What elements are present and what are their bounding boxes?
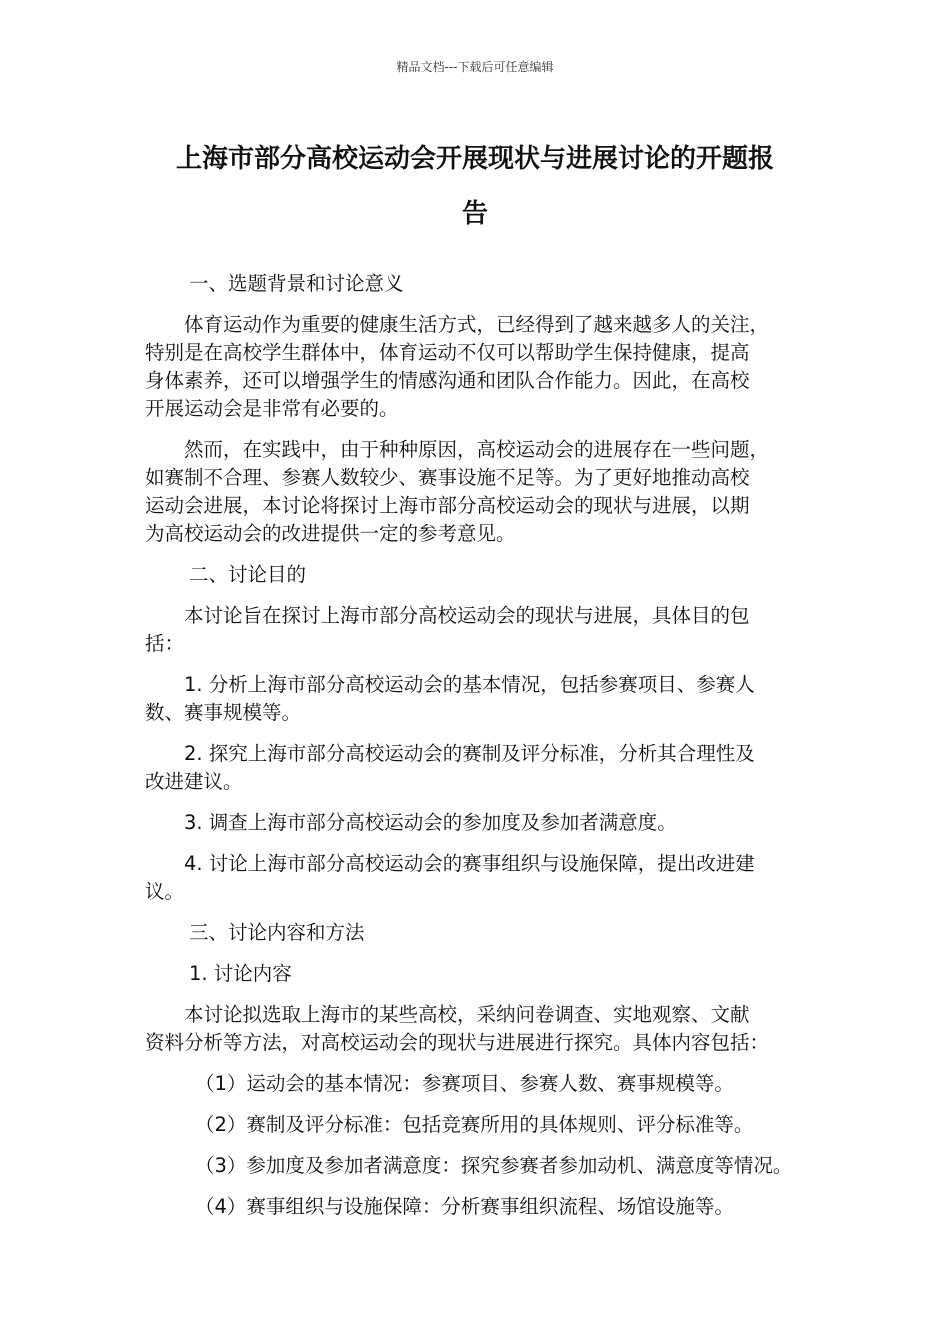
text-line: 开展运动会是非常有必要的。 bbox=[145, 397, 399, 420]
content-item-1: （1）运动会的基本情况：参赛项目、参赛人数、赛事规模等。 bbox=[195, 1072, 734, 1095]
page-header-watermark: 精品文档---下载后可任意编辑 bbox=[396, 60, 554, 74]
paragraph-content-intro bbox=[145, 1001, 805, 1057]
purpose-item-1 bbox=[145, 671, 805, 727]
paragraph-purpose-intro bbox=[145, 602, 805, 658]
purpose-item-2 bbox=[145, 740, 805, 796]
paragraph-background bbox=[145, 311, 805, 423]
section-heading-3: 三、讨论内容和方法 bbox=[189, 921, 365, 944]
section-heading-1: 一、选题背景和讨论意义 bbox=[189, 272, 404, 295]
text-line: 数、赛事规模等。 bbox=[145, 701, 302, 724]
text-line: 4. 讨论上海市部分高校运动会的赛事组织与设施保障，提出改进建 bbox=[184, 852, 755, 875]
text-line: 括： bbox=[145, 632, 185, 655]
text-line: 如赛制不合理、参赛人数较少、赛事设施不足等。为了更好地推动高校 bbox=[145, 466, 750, 489]
content-item-4: （4）赛事组织与设施保障：分析赛事组织流程、场馆设施等。 bbox=[195, 1195, 734, 1218]
content-item-3: （3）参加度及参加者满意度：探究参赛者参加动机、满意度等情况。 bbox=[195, 1154, 793, 1177]
text-line: 体育运动作为重要的健康生活方式，已经得到了越来越多人的关注， bbox=[184, 313, 770, 336]
content-item-2: （2）赛制及评分标准：包括竞赛所用的具体规则、评分标准等。 bbox=[195, 1113, 754, 1136]
purpose-item-4 bbox=[145, 850, 805, 906]
text-line: 资料分析等方法，对高校运动会的现状与进展进行探究。具体内容包括： bbox=[145, 1031, 770, 1054]
text-line: 为高校运动会的改进提供一定的参考意见。 bbox=[145, 522, 516, 545]
document-title bbox=[110, 132, 840, 242]
purpose-item-3 bbox=[145, 809, 805, 837]
text-line: 改进建议。 bbox=[145, 770, 243, 793]
text-line: 1. 分析上海市部分高校运动会的基本情况，包括参赛项目、参赛人 bbox=[184, 673, 755, 696]
subsection-heading-content: 1. 讨论内容 bbox=[189, 962, 292, 985]
text-line: 3. 调查上海市部分高校运动会的参加度及参加者满意度。 bbox=[184, 811, 677, 834]
text-line: 运动会进展，本讨论将探讨上海市部分高校运动会的现状与进展，以期 bbox=[145, 494, 750, 517]
text-line: 本讨论旨在探讨上海市部分高校运动会的现状与进展，具体目的包 bbox=[184, 604, 750, 627]
text-line: 然而，在实践中，由于种种原因，高校运动会的进展存在一些问题， bbox=[184, 438, 770, 461]
text-line: 2. 探究上海市部分高校运动会的赛制及评分标准，分析其合理性及 bbox=[184, 742, 755, 765]
section-heading-2: 二、讨论目的 bbox=[189, 563, 307, 586]
text-line: 议。 bbox=[145, 880, 185, 903]
text-line: 本讨论拟选取上海市的某些高校，采纳问卷调查、实地观察、文献 bbox=[184, 1003, 750, 1026]
text-line: 特别是在高校学生群体中，体育运动不仅可以帮助学生保持健康，提高 bbox=[145, 341, 750, 364]
document-body bbox=[145, 270, 805, 1234]
text-line: 身体素养，还可以增强学生的情感沟通和团队合作能力。因此，在高校 bbox=[145, 369, 750, 392]
title-line-1: 上海市部分高校运动会开展现状与进展讨论的开题报 bbox=[175, 144, 774, 174]
paragraph-problems bbox=[145, 436, 805, 548]
title-line-2: 告 bbox=[461, 199, 488, 229]
